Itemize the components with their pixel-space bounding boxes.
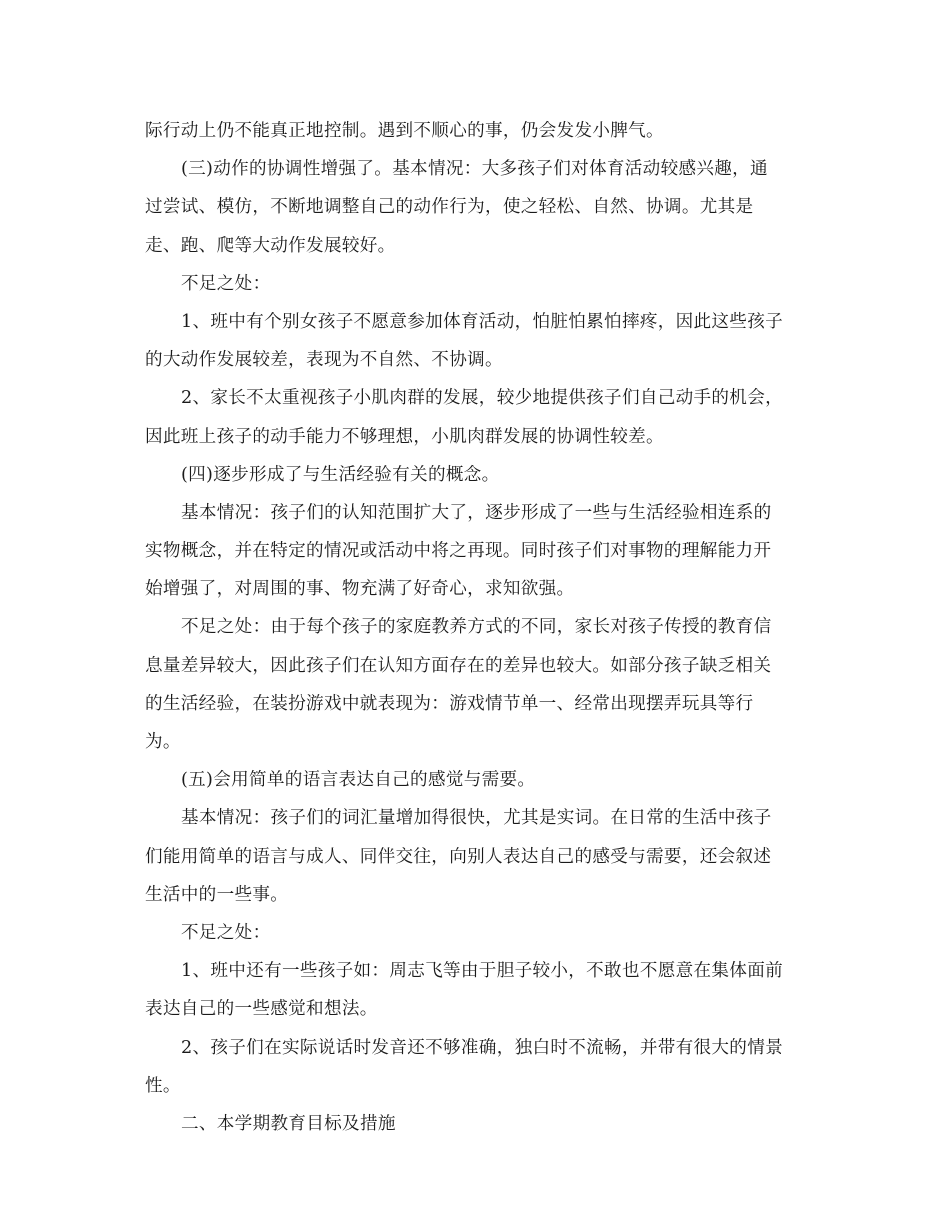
section-heading-3: (三)动作的协调性增强了。基本情况：大多孩子们对体育活动较感兴趣，通 (181, 159, 768, 180)
shortcomings-label: 不足之处： (181, 273, 271, 294)
numbered-item: 1、班中有个别女孩子不愿意参加体育活动，怕脏怕累怕摔疼，因此这些孩子 (181, 311, 783, 332)
text-line: 的大动作发展较差，表现为不自然、不协调。 (145, 350, 503, 371)
text-line: 际行动上仍不能真正地控制。遇到不顺心的事，仍会发发小脾气。 (145, 121, 664, 141)
shortcomings-label: 不足之处： (181, 922, 271, 943)
text-line: 息量差异较大，因此孩子们在认知方面存在的差异也较大。如部分孩子缺乏相关 (145, 655, 772, 676)
text-line: 的生活经验，在装扮游戏中就表现为：游戏情节单一、经常出现摆弄玩具等行 (145, 693, 754, 714)
document-body (145, 112, 811, 1143)
text-line: 生活中的一些事。 (145, 884, 289, 905)
text-line: 因此班上孩子的动手能力不够理想，小肌肉群发展的协调性较差。 (145, 426, 664, 447)
text-line: 过尝试、模仿，不断地调整自己的动作行为，使之轻松、自然、协调。尤其是 (145, 197, 754, 218)
text-line: 始增强了，对周围的事、物充满了好奇心，求知欲强。 (145, 579, 575, 600)
numbered-item: 2、孩子们在实际说话时发音还不够准确，独白时不流畅，并带有很大的情景 (181, 1037, 783, 1058)
text-line: 为。 (145, 732, 181, 752)
chapter-heading: 二、本学期教育目标及措施 (181, 1113, 396, 1134)
text-line: 实物概念，并在特定的情况或活动中将之再现。同时孩子们对事物的理解能力开 (145, 541, 772, 562)
text-line: 们能用简单的语言与成人、同伴交往，向别人表达自己的感受与需要，还会叙述 (145, 846, 772, 867)
text-line: 性。 (145, 1075, 181, 1096)
section-heading-4: (四)逐步形成了与生活经验有关的概念。 (181, 464, 500, 485)
paragraph-start: 基本情况：孩子们的词汇量增加得很快，尤其是实词。在日常的生活中孩子 (181, 808, 772, 829)
text-line: 走、跑、爬等大动作发展较好。 (145, 235, 396, 256)
section-heading-5: (五)会用简单的语言表达自己的感觉与需要。 (181, 770, 536, 791)
numbered-item: 1、班中还有一些孩子如：周志飞等由于胆子较小，不敢也不愿意在集体面前 (181, 961, 783, 982)
numbered-item: 2、家长不太重视孩子小肌肉群的发展，较少地提供孩子们自己动手的机会， (181, 388, 783, 409)
text-line: 表达自己的一些感觉和想法。 (145, 999, 378, 1020)
paragraph-start: 基本情况：孩子们的认知范围扩大了，逐步形成了一些与生活经验相连系的 (181, 502, 772, 523)
paragraph-start: 不足之处：由于每个孩子的家庭教养方式的不同，家长对孩子传授的教育信 (181, 617, 772, 638)
